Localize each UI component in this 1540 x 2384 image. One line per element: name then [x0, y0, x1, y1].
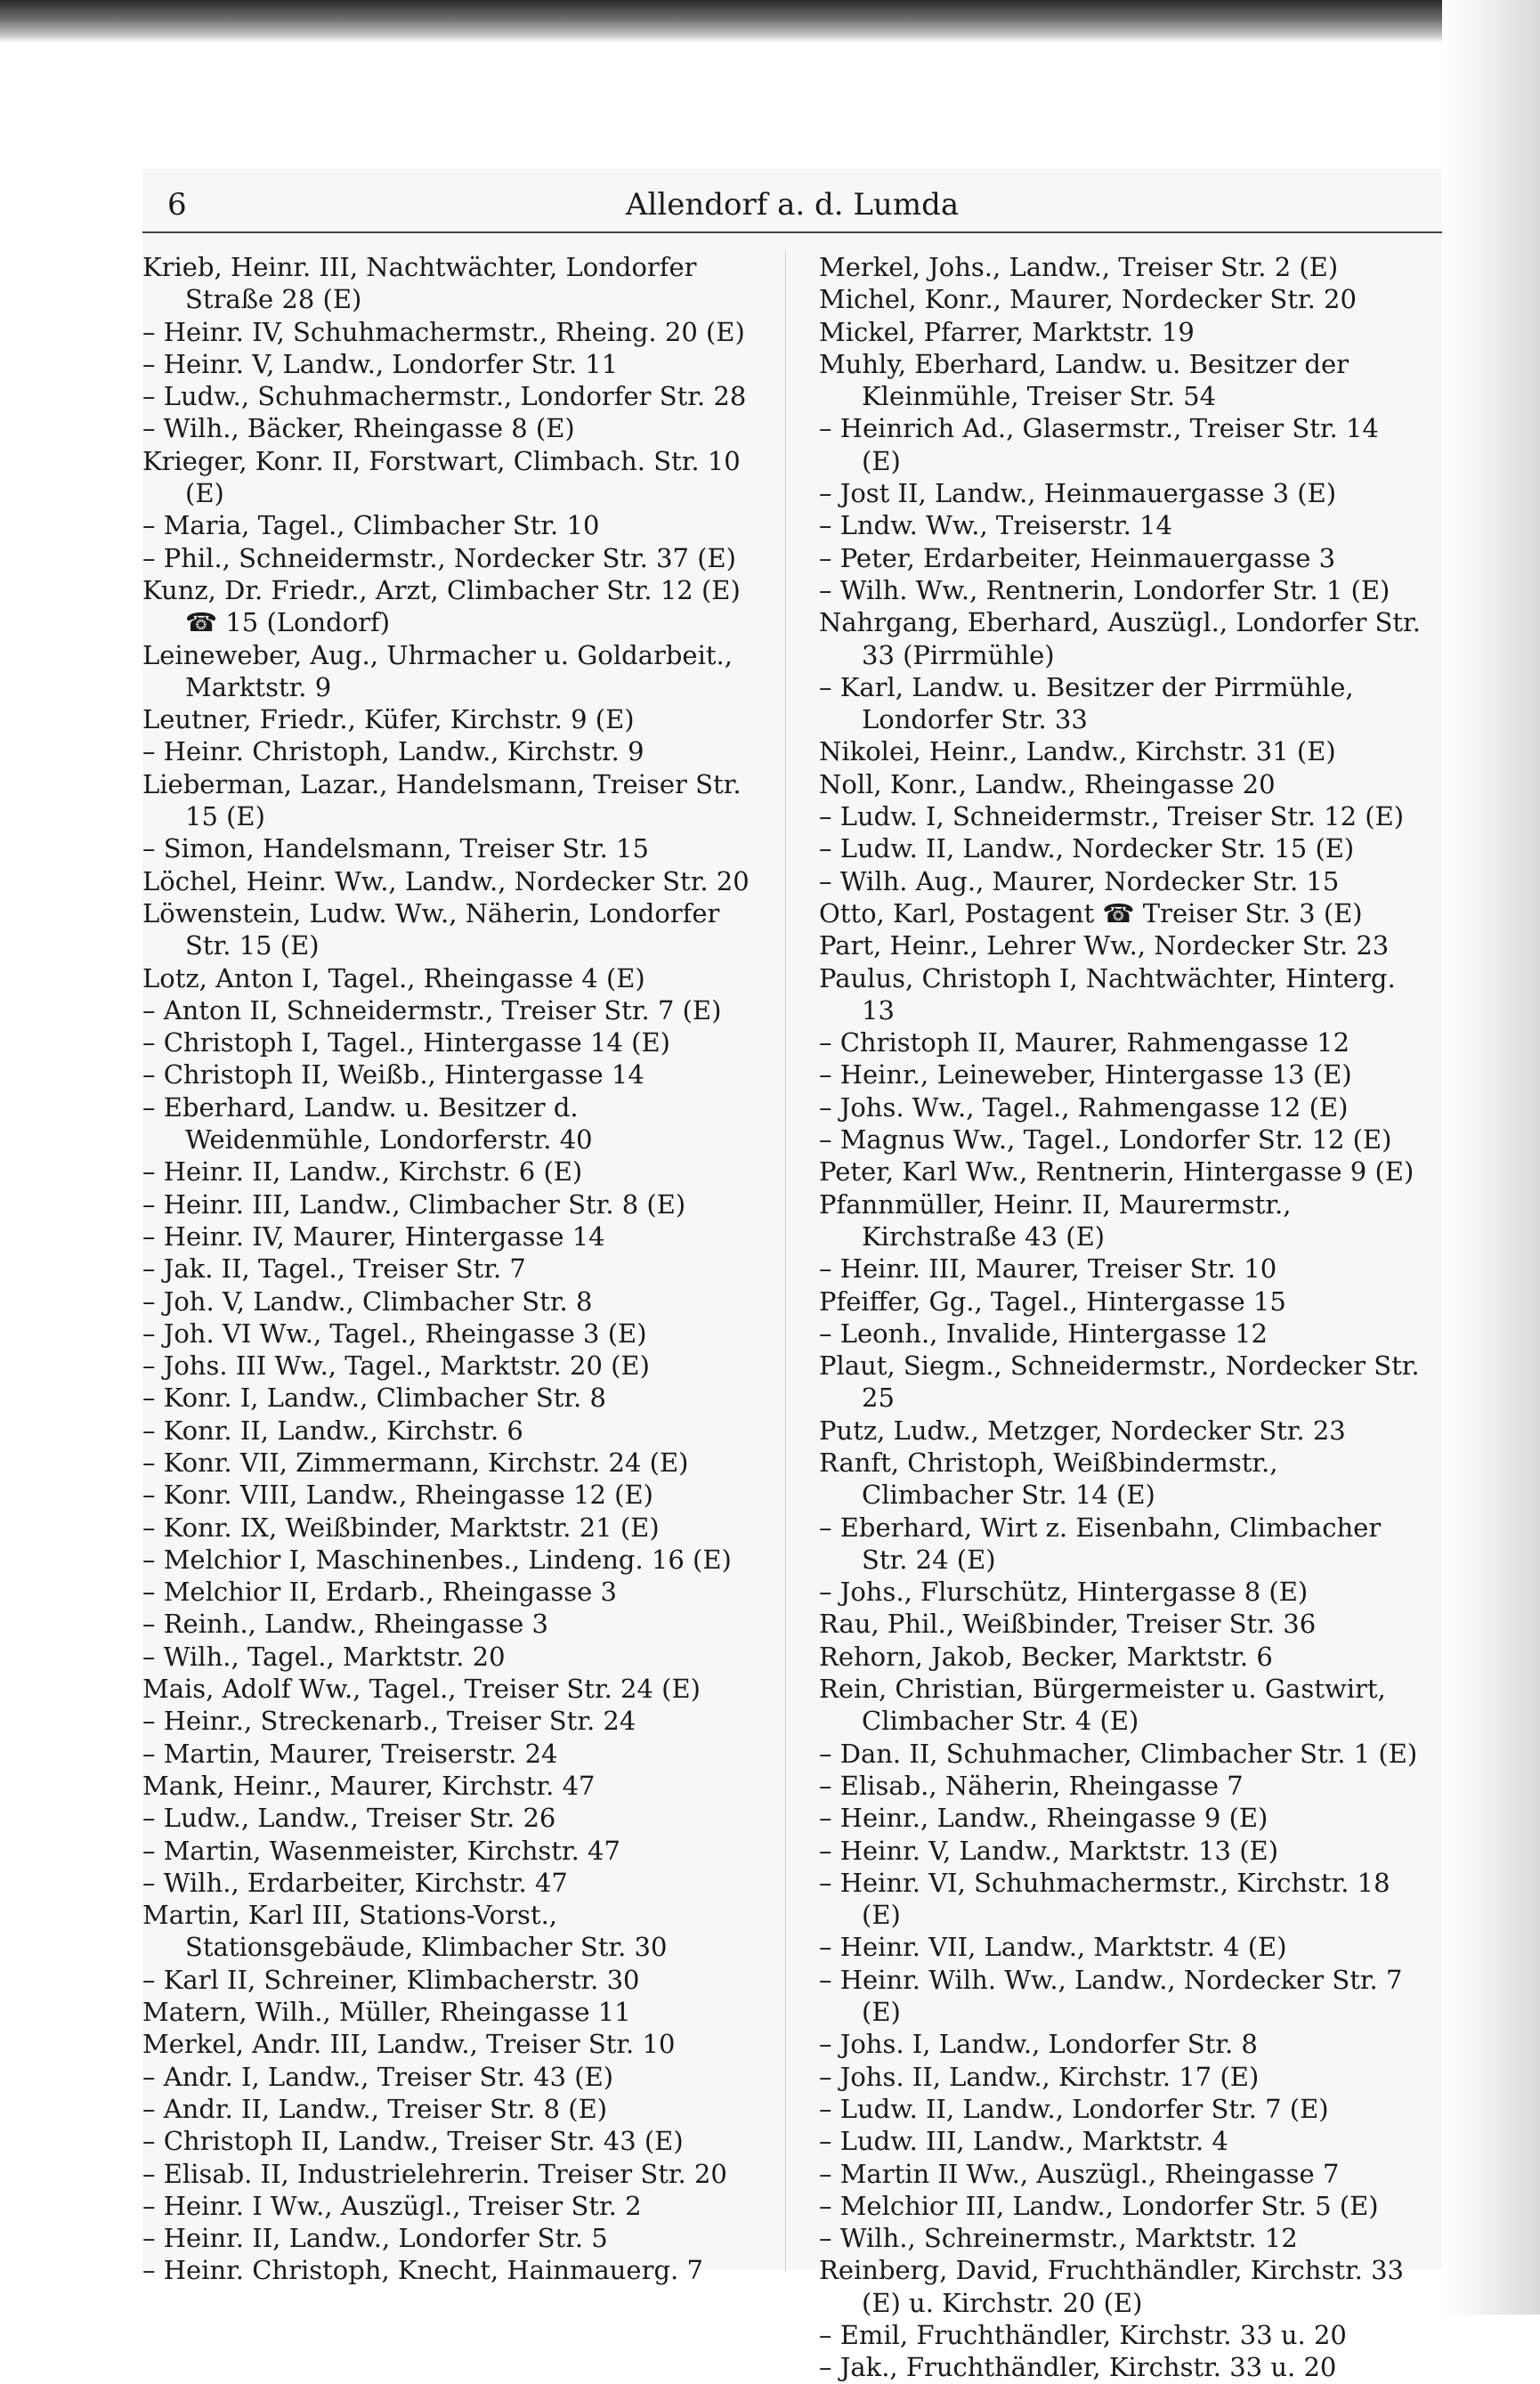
entry-text: – Anton II, Schneidermstr., Treiser Str. 7 (E) [142, 994, 757, 1026]
directory-entry [819, 1641, 1424, 1673]
entry-text: – Ludw. II, Landw., Nordecker Str. 15 (E) [819, 832, 1424, 864]
entry-text: – Melchior II, Erdarb., Rheingasse 3 [142, 1576, 757, 1608]
entry-text: – Eberhard, Wirt z. Eisenbahn, Climbacher Str. 24 (E) [819, 1512, 1424, 1577]
directory-entry [819, 1415, 1424, 1447]
directory-entry [819, 1058, 1424, 1091]
directory-entry [819, 1576, 1424, 1608]
entry-text: – Heinr., Leineweber, Hintergasse 13 (E) [819, 1058, 1424, 1091]
entry-text: – Martin, Wasenmeister, Kirchstr. 47 [142, 1835, 757, 1867]
entry-text: – Dan. II, Schuhmacher, Climbacher Str. 1 (E) [819, 1738, 1424, 1770]
directory-entry [819, 865, 1424, 897]
directory-entry [819, 477, 1424, 509]
directory-entry [142, 832, 757, 864]
directory-entry [819, 1188, 1424, 1253]
entry-text: – Heinrich Ad., Glasermstr., Treiser Str. 14 (E) [819, 412, 1424, 477]
entry-text: – Wilh., Schreinermstr., Marktstr. 12 [819, 2222, 1424, 2254]
directory-entry [819, 929, 1424, 961]
entry-text: Leineweber, Aug., Uhrmacher u. Goldarbeit., Marktstr. 9 [142, 639, 733, 702]
directory-entry [819, 2351, 1424, 2383]
entry-text: – Heinr. I Ww., Auszügl., Treiser Str. 2 [142, 2190, 757, 2222]
entry-text: – Martin II Ww., Auszügl., Rheingasse 7 [819, 2158, 1424, 2190]
directory-entry [819, 2093, 1424, 2125]
directory-entry [142, 1608, 757, 1640]
right-column [819, 251, 1424, 2384]
directory-page [142, 169, 1442, 2383]
entry-text: – Ludw., Schuhmachermstr., Londorfer Str. 28 [142, 380, 757, 412]
entry-text: – Reinh., Landw., Rheingasse 3 [142, 1608, 757, 1640]
directory-entry [142, 2061, 757, 2093]
entry-text: Putz, Ludw., Metzger, Nordecker Str. 23 [819, 1415, 1346, 1446]
directory-entry [142, 1156, 757, 1188]
directory-entry [142, 542, 757, 574]
entry-text: Martin, Karl III, Stations-Vorst., Stationsgebäude, Klimbacher Str. 30 [142, 1900, 668, 1963]
directory-entry [819, 671, 1424, 736]
directory-entry [819, 1770, 1424, 1802]
entry-text: – Elisab. II, Industrielehrerin. Treiser Str. 20 [142, 2158, 757, 2190]
directory-entry [819, 1350, 1424, 1415]
entry-text: Peter, Karl Ww., Rentnerin, Hintergasse 9 (E) [819, 1156, 1414, 1188]
entry-text: – Heinr. VII, Landw., Marktstr. 4 (E) [819, 1931, 1424, 1963]
directory-entry [819, 1253, 1424, 1285]
directory-entry [819, 1835, 1424, 1867]
directory-entry [819, 606, 1424, 671]
directory-entry [819, 348, 1424, 413]
entry-text: – Andr. I, Landw., Treiser Str. 43 (E) [142, 2061, 757, 2093]
entry-text: Rein, Christian, Bürgermeister u. Gastwirt, Climbacher Str. 4 (E) [819, 1674, 1386, 1737]
directory-entry [142, 509, 757, 541]
entry-text: Löwenstein, Ludw. Ww., Näherin, Londorfer Str. 15 (E) [142, 897, 720, 961]
directory-entry [142, 316, 757, 348]
page-header [142, 187, 1442, 233]
directory-entry [142, 348, 757, 380]
directory-entry [819, 251, 1424, 283]
entry-text: – Lndw. Ww., Treiserstr. 14 [819, 509, 1424, 541]
directory-entry [142, 1220, 757, 1253]
entry-text: – Wilh., Erdarbeiter, Kirchstr. 47 [142, 1867, 757, 1899]
entry-text: Part, Heinr., Lehrer Ww., Nordecker Str. 23 [819, 930, 1390, 961]
directory-entry [142, 2254, 757, 2286]
directory-entry [142, 1318, 757, 1350]
entry-text: Plaut, Siegm., Schneidermstr., Nordecker Str. 25 [819, 1350, 1420, 1414]
entry-text: – Wilh. Ww., Rentnerin, Londorfer Str. 1 (E) [819, 574, 1424, 606]
running-head-title: Allendorf a. d. Lumda [625, 187, 960, 223]
directory-entry [819, 1964, 1424, 2029]
directory-entry [142, 1641, 757, 1673]
directory-entry [142, 1738, 757, 1770]
directory-entry [142, 1544, 757, 1576]
entry-text: – Christoph II, Landw., Treiser Str. 43 (E) [142, 2125, 757, 2157]
directory-entry [142, 1382, 757, 1414]
entry-text: – Elisab., Näherin, Rheingasse 7 [819, 1770, 1424, 1802]
directory-entry [142, 380, 757, 412]
left-column [142, 251, 757, 2287]
entry-text: – Phil., Schneidermstr., Nordecker Str. 37 (E) [142, 542, 757, 574]
entry-text: Merkel, Andr. III, Landw., Treiser Str. 10 [142, 2029, 676, 2060]
entry-text: – Heinr. III, Landw., Climbacher Str. 8 (E) [142, 1188, 757, 1220]
directory-entry [819, 1673, 1424, 1738]
entry-text: Michel, Konr., Maurer, Nordecker Str. 20 [819, 284, 1357, 315]
directory-entry [819, 1285, 1424, 1318]
directory-entry [819, 1156, 1424, 1188]
directory-entry [819, 1931, 1424, 1963]
directory-entry [819, 1867, 1424, 1932]
entry-text: – Magnus Ww., Tagel., Londorfer Str. 12 (E) [819, 1123, 1424, 1156]
directory-entry [142, 1996, 757, 2028]
entry-text: – Heinr. II, Landw., Kirchstr. 6 (E) [142, 1156, 757, 1188]
entry-text: – Ludw. II, Landw., Londorfer Str. 7 (E) [819, 2093, 1424, 2125]
entry-text: – Ludw. III, Landw., Marktstr. 4 [819, 2125, 1424, 2157]
directory-entry [142, 1026, 757, 1058]
entry-text: – Johs. Ww., Tagel., Rahmengasse 12 (E) [819, 1091, 1424, 1123]
entry-text: Paulus, Christoph I, Nachtwächter, Hinterg. 13 [819, 962, 1396, 1026]
entry-text: – Heinr. IV, Schuhmachermstr., Rheing. 20 (E) [142, 316, 757, 348]
entry-text: – Eberhard, Landw. u. Besitzer d. Weidenmühle, Londorferstr. 40 [142, 1091, 757, 1156]
entry-text: – Heinr., Streckenarb., Treiser Str. 24 [142, 1705, 757, 1737]
entry-text: – Heinr. Christoph, Landw., Kirchstr. 9 [142, 735, 757, 767]
directory-entry [819, 2125, 1424, 2157]
entry-text: – Heinr. II, Landw., Londorfer Str. 5 [142, 2222, 757, 2254]
entry-text: – Christoph II, Weißb., Hintergasse 14 [142, 1058, 757, 1091]
entry-text: – Martin, Maurer, Treiserstr. 24 [142, 1738, 757, 1770]
directory-entry [819, 897, 1424, 929]
entry-text: – Konr. II, Landw., Kirchstr. 6 [142, 1415, 757, 1447]
directory-entry [142, 1479, 757, 1511]
entry-text: Leutner, Friedr., Küfer, Kirchstr. 9 (E) [142, 704, 635, 735]
entry-text: – Melchior III, Landw., Londorfer Str. 5 (E) [819, 2190, 1424, 2222]
entry-text: – Simon, Handelsmann, Treiser Str. 15 [142, 832, 757, 864]
directory-entry [819, 412, 1424, 477]
entry-text: – Wilh., Tagel., Marktstr. 20 [142, 1641, 757, 1673]
entry-text: Mickel, Pfarrer, Marktstr. 19 [819, 316, 1195, 347]
directory-entry [142, 1770, 757, 1802]
directory-entry [819, 1608, 1424, 1640]
directory-entry [142, 1415, 757, 1447]
directory-entry [142, 1899, 757, 1964]
entry-text: Lieberman, Lazar., Handelsmann, Treiser Str. 15 (E) [142, 768, 742, 832]
entry-text: Noll, Konr., Landw., Rheingasse 20 [819, 768, 1276, 799]
book-binding-edge [0, 0, 1540, 43]
entry-text: – Konr. VII, Zimmermann, Kirchstr. 24 (E) [142, 1447, 757, 1479]
directory-entry [819, 1512, 1424, 1577]
directory-entry [142, 1447, 757, 1479]
directory-entry [142, 735, 757, 767]
directory-entry [819, 1447, 1424, 1512]
directory-entry [142, 1673, 757, 1705]
directory-entry [142, 768, 757, 833]
directory-entry [142, 1350, 757, 1382]
directory-entry [142, 962, 757, 994]
entry-text: – Wilh. Aug., Maurer, Nordecker Str. 15 [819, 865, 1424, 897]
entry-text: – Christoph I, Tagel., Hintergasse 14 (E) [142, 1026, 757, 1058]
entry-text: – Heinr. Christoph, Knecht, Hainmauerg. 7 [142, 2254, 757, 2286]
directory-entry [142, 1188, 757, 1220]
entry-text: Mais, Adolf Ww., Tagel., Treiser Str. 24 (E) [142, 1674, 701, 1705]
entry-text: – Joh. V, Landw., Climbacher Str. 8 [142, 1285, 757, 1318]
entry-text: Merkel, Johs., Landw., Treiser Str. 2 (E) [819, 252, 1339, 282]
entry-text: – Johs., Flurschütz, Hintergasse 8 (E) [819, 1576, 1424, 1608]
directory-entry [142, 412, 757, 444]
directory-entry [819, 1123, 1424, 1156]
directory-entry [142, 2190, 757, 2222]
entry-text: – Johs. III Ww., Tagel., Marktstr. 20 (E) [142, 1350, 757, 1382]
entry-text: – Joh. VI Ww., Tagel., Rheingasse 3 (E) [142, 1318, 757, 1350]
entry-text: – Wilh., Bäcker, Rheingasse 8 (E) [142, 412, 757, 444]
entry-text: – Karl II, Schreiner, Klimbacherstr. 30 [142, 1964, 757, 1996]
directory-entry [142, 897, 757, 962]
entry-text: – Jak. II, Tagel., Treiser Str. 7 [142, 1253, 757, 1285]
entry-text: – Heinr. VI, Schuhmachermstr., Kirchstr. 18 (E) [819, 1867, 1424, 1932]
directory-entry [142, 251, 757, 316]
directory-entry [819, 962, 1424, 1027]
entry-text: – Maria, Tagel., Climbacher Str. 10 [142, 509, 757, 541]
entry-text: – Christoph II, Maurer, Rahmengasse 12 [819, 1026, 1424, 1058]
entry-text: Nikolei, Heinr., Landw., Kirchstr. 31 (E) [819, 736, 1336, 767]
directory-entry [819, 509, 1424, 541]
entry-text: Kunz, Dr. Friedr., Arzt, Climbacher Str. 12 (E) ☎ 15 (Londorf) [142, 574, 741, 638]
entry-text: – Jak., Fruchthändler, Kirchstr. 33 u. 20 [819, 2351, 1424, 2383]
directory-entry [819, 735, 1424, 767]
directory-entry [142, 2222, 757, 2254]
directory-entry [142, 445, 757, 510]
directory-entry [819, 832, 1424, 864]
entry-text: – Emil, Fruchthändler, Kirchstr. 33 u. 20 [819, 2319, 1424, 2351]
directory-entry [142, 1576, 757, 1608]
directory-entry [142, 1867, 757, 1899]
entry-text: Krieger, Konr. II, Forstwart, Climbach. Str. 10 (E) [142, 445, 741, 509]
entry-text: – Konr. I, Landw., Climbacher Str. 8 [142, 1382, 757, 1414]
entry-text: – Konr. IX, Weißbinder, Marktstr. 21 (E) [142, 1512, 757, 1544]
directory-entry [819, 542, 1424, 574]
directory-entry [819, 768, 1424, 800]
directory-entry [142, 2093, 757, 2125]
entry-text: Reinberg, David, Fruchthändler, Kirchstr. 33 (E) u. Kirchstr. 20 (E) [819, 2255, 1405, 2318]
entry-text: – Melchior I, Maschinenbes., Lindeng. 16 (E) [142, 1544, 757, 1576]
directory-entry [819, 2190, 1424, 2222]
directory-entry [819, 316, 1424, 348]
directory-entry [819, 283, 1424, 315]
directory-entry [142, 1835, 757, 1867]
directory-entry [142, 1285, 757, 1318]
entry-text: – Heinr. V, Landw., Londorfer Str. 11 [142, 348, 757, 380]
directory-entry [142, 574, 757, 639]
entry-text: – Andr. II, Landw., Treiser Str. 8 (E) [142, 2093, 757, 2125]
directory-entry [819, 2028, 1424, 2060]
directory-entry [142, 994, 757, 1026]
entry-text: Matern, Wilh., Müller, Rheingasse 11 [142, 1997, 631, 2028]
directory-entry [819, 2222, 1424, 2254]
directory-entry [142, 2158, 757, 2190]
entry-text: Rau, Phil., Weißbinder, Treiser Str. 36 [819, 1609, 1317, 1640]
entry-text: Lotz, Anton I, Tagel., Rheingasse 4 (E) [142, 962, 645, 993]
directory-entry [142, 2028, 757, 2060]
directory-entry [819, 1091, 1424, 1123]
entry-text: – Konr. VIII, Landw., Rheingasse 12 (E) [142, 1479, 757, 1511]
entry-text: – Ludw. I, Schneidermstr., Treiser Str. 12 (E) [819, 800, 1424, 832]
directory-entry [819, 1802, 1424, 1834]
directory-entry [819, 2061, 1424, 2093]
entry-text: – Heinr. IV, Maurer, Hintergasse 14 [142, 1220, 757, 1253]
directory-entry [819, 2254, 1424, 2319]
entry-text: Rehorn, Jakob, Becker, Marktstr. 6 [819, 1641, 1273, 1672]
directory-entry [142, 1964, 757, 1996]
directory-entry [142, 703, 757, 735]
entry-text: – Heinr. III, Maurer, Treiser Str. 10 [819, 1253, 1424, 1285]
directory-entry [819, 800, 1424, 832]
entry-text: – Heinr. Wilh. Ww., Landw., Nordecker Str. 7 (E) [819, 1964, 1424, 2029]
entry-text: – Heinr., Landw., Rheingasse 9 (E) [819, 1802, 1424, 1834]
directory-entry [142, 1058, 757, 1091]
directory-entry [142, 1091, 757, 1156]
entry-text: – Johs. II, Landw., Kirchstr. 17 (E) [819, 2061, 1424, 2093]
entry-text: Pfannmüller, Heinr. II, Maurermstr., Kirchstraße 43 (E) [819, 1188, 1292, 1252]
directory-entry [819, 574, 1424, 606]
page-edge-shadow [1442, 0, 1540, 2315]
entry-text: Krieb, Heinr. III, Nachtwächter, Londorfer Straße 28 (E) [142, 252, 697, 315]
page-number: 6 [167, 187, 187, 223]
entry-text: Ranft, Christoph, Weißbindermstr., Climbacher Str. 14 (E) [819, 1447, 1278, 1511]
entry-text: Pfeiffer, Gg., Tagel., Hintergasse 15 [819, 1285, 1286, 1317]
entry-text: – Leonh., Invalide, Hintergasse 12 [819, 1318, 1424, 1350]
entry-text: Otto, Karl, Postagent ☎ Treiser Str. 3 (E) [819, 897, 1363, 928]
directory-entry [142, 1705, 757, 1737]
entry-text: – Heinr. V, Landw., Marktstr. 13 (E) [819, 1835, 1424, 1867]
directory-entry [142, 639, 757, 704]
entry-text: Mank, Heinr., Maurer, Kirchstr. 47 [142, 1770, 596, 1801]
directory-entry [142, 1253, 757, 1285]
column-divider [785, 251, 786, 2272]
directory-entry [819, 1318, 1424, 1350]
directory-entry [819, 2319, 1424, 2351]
entry-text: – Jost II, Landw., Heinmauergasse 3 (E) [819, 477, 1424, 509]
directory-entry [142, 1802, 757, 1834]
directory-entry [142, 2125, 757, 2157]
directory-entry [142, 1512, 757, 1544]
directory-entry [142, 865, 757, 897]
directory-entry [819, 2158, 1424, 2190]
directory-entry [819, 1026, 1424, 1058]
entry-text: Nahrgang, Eberhard, Auszügl., Londorfer Str. 33 (Pirrmühle) [819, 607, 1421, 670]
entry-text: – Ludw., Landw., Treiser Str. 26 [142, 1802, 757, 1834]
entry-text: – Peter, Erdarbeiter, Heinmauergasse 3 [819, 542, 1424, 574]
entry-text: Löchel, Heinr. Ww., Landw., Nordecker Str. 20 [142, 865, 750, 896]
entry-text: Muhly, Eberhard, Landw. u. Besitzer der Kleinmühle, Treiser Str. 54 [819, 348, 1349, 412]
directory-entry [819, 1738, 1424, 1770]
entry-text: – Karl, Landw. u. Besitzer der Pirrmühle, Londorfer Str. 33 [819, 671, 1424, 736]
entry-text: – Johs. I, Landw., Londorfer Str. 8 [819, 2028, 1424, 2060]
